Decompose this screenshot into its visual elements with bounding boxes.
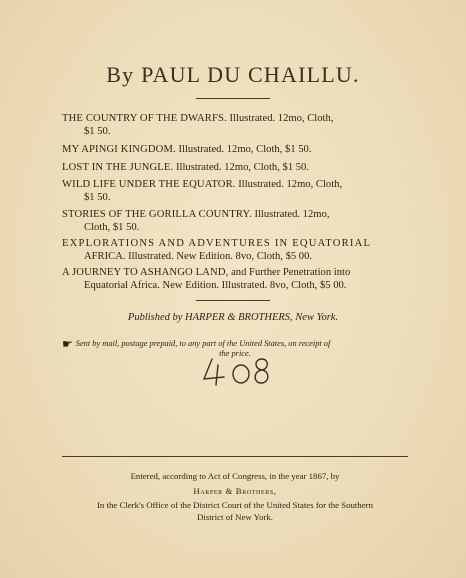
mail-notice-continued: the price. xyxy=(219,349,251,358)
book-title: A JOURNEY TO ASHANGO LAND, xyxy=(62,267,229,278)
book-entry xyxy=(62,143,407,156)
book-details-continued: $1 50. xyxy=(84,192,111,203)
heading-rule xyxy=(196,98,270,99)
pointing-hand-icon: ☛ xyxy=(62,337,73,351)
copyright-holder: Harper & Brothers, xyxy=(193,486,277,496)
book-details: Illustrated. 12mo, Cloth, $1 50. xyxy=(176,162,310,173)
book-title: MY APINGI KINGDOM. xyxy=(62,144,176,155)
book-entry xyxy=(62,266,407,292)
book-details: Illustrated. 12mo, Cloth, xyxy=(238,179,343,190)
book-details-continued: AFRICA. Illustrated. New Edition. 8vo, Cloth, $5 00. xyxy=(84,251,313,262)
book-details-continued: Equatorial Africa. New Edition. Illustrated. 8vo, Cloth, $5 00. xyxy=(84,280,347,291)
copyright-office: In the Clerk's Office of the District Court of the United States for the Southern xyxy=(96,500,374,510)
book-details-continued: $1 50. xyxy=(84,126,111,137)
book-details: Illustrated. 12mo, Cloth, $1 50. xyxy=(178,144,312,155)
publisher-line: Published by HARPER & BROTHERS, New York. xyxy=(127,312,339,323)
book-title: EXPLORATIONS AND ADVENTURES IN EQUATORIAL xyxy=(62,238,372,249)
mail-notice-text: Sent by mail, postage prepaid, to any part of the United States, on receipt of xyxy=(75,339,331,348)
book-entry xyxy=(62,161,407,174)
book-details: Illustrated. 12mo, xyxy=(254,209,330,220)
list-rule xyxy=(196,300,270,301)
book-title: STORIES OF THE GORILLA COUNTRY. xyxy=(62,209,252,220)
book-details-continued: Cloth, $1 50. xyxy=(84,222,140,233)
book-details: Illustrated. 12mo, Cloth, xyxy=(229,113,334,124)
handwritten-number xyxy=(198,353,278,387)
book-entry xyxy=(62,178,407,204)
copyright-district: District of New York. xyxy=(197,512,273,522)
author-heading: By PAUL DU CHAILLU. xyxy=(106,62,360,87)
book-details: and Further Penetration into xyxy=(231,267,351,278)
book-title: WILD LIFE UNDER THE EQUATOR. xyxy=(62,179,236,190)
footer-rule xyxy=(62,456,408,457)
book-entry xyxy=(62,237,407,263)
book-entry xyxy=(62,112,407,138)
book-entry xyxy=(62,208,407,234)
copyright-line: Entered, according to Act of Congress, in the year 1867, by xyxy=(130,471,340,481)
book-title: THE COUNTRY OF THE DWARFS. xyxy=(62,113,227,124)
book-title: LOST IN THE JUNGLE. xyxy=(62,162,174,173)
